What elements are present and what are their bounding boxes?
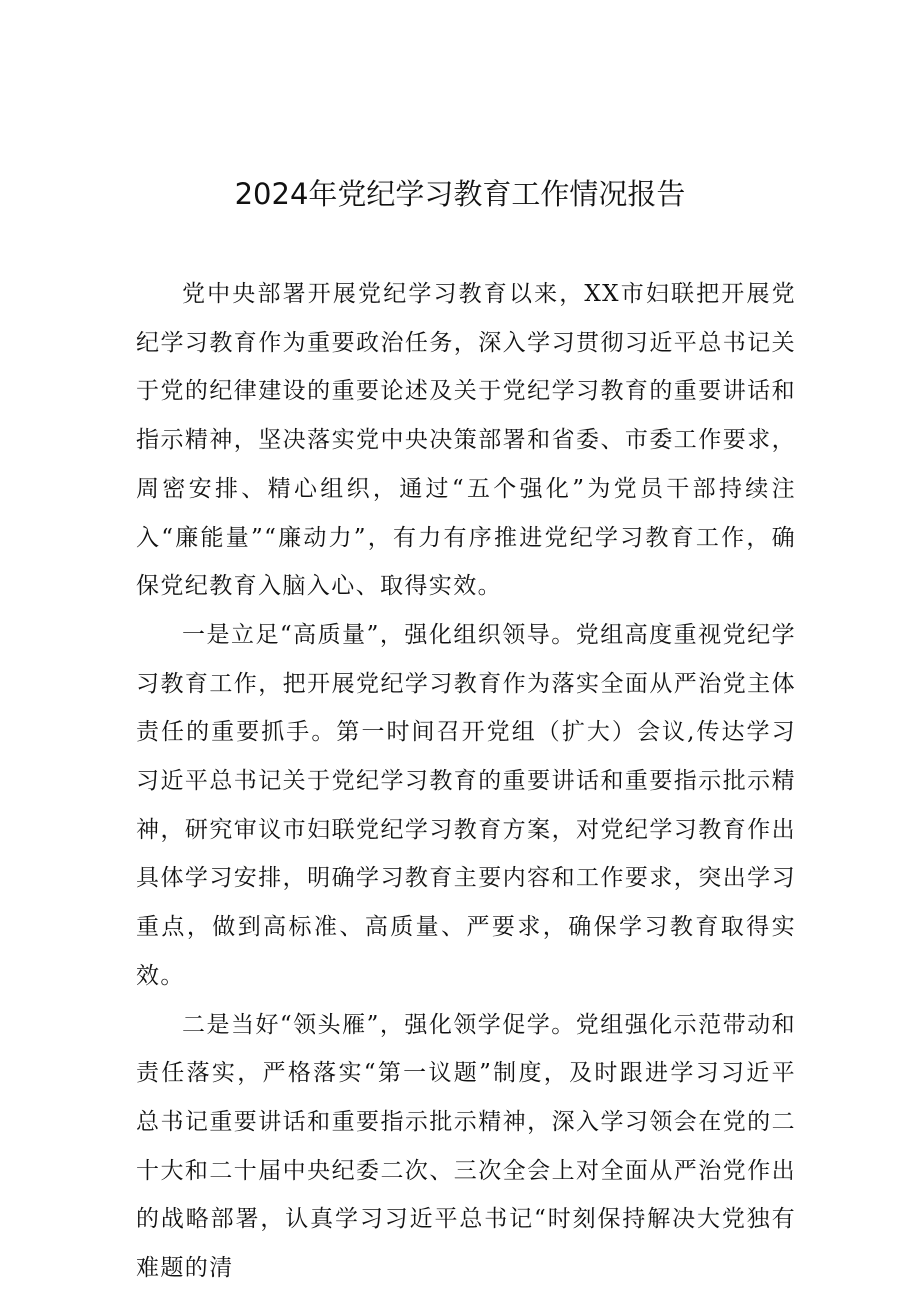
document-body xyxy=(136,270,796,1293)
paragraph-intro: 党中央部署开展党纪学习教育以来，XX市妇联把开展党纪学习教育作为重要政治任务，深入学习贯彻习近平总书记关于党的纪律建设的重要论述及关于党纪学习教育的重要讲话和指示精神，坚决落实党中央决策部署和省委、市委工作要求，周密安排、精心组织，通过“五个强化”为党员干部持续注入“廉能量”“廉动力”，有力有序推进党纪学习教育工作，确保党纪教育入脑入心、取得实效。 xyxy=(136,281,796,600)
paragraph-point-two: 二是当好“领头雁”，强化领学促学。党组强化示范带动和责任落实，严格落实“第一议题”制度，及时跟进学习习近平总书记重要讲话和重要指示批示精神，深入学习领会在党的二十大和二十届中央纪委二次、三次全会上对全面从严治党作出的战略部署，认真学习习近平总书记“时刻保持解决大党独有难题的清 xyxy=(136,1011,796,1282)
document-title: 2024年党纪学习教育工作情况报告 xyxy=(234,177,686,211)
paragraph-point-one: 一是立足“高质量”，强化组织领导。党组高度重视党纪学习教育工作，把开展党纪学习教育作为落实全面从严治党主体责任的重要抓手。第一时间召开党组（扩大）会议,传达学习习近平总书记关于党纪学习教育的重要讲话和重要指示批示精神，研究审议市妇联党纪学习教育方案，对党纪学习教育作出具体学习安排，明确学习教育主要内容和工作要求，突出学习重点，做到高标准、高质量、严要求，确保学习教育取得实效。 xyxy=(136,621,796,989)
